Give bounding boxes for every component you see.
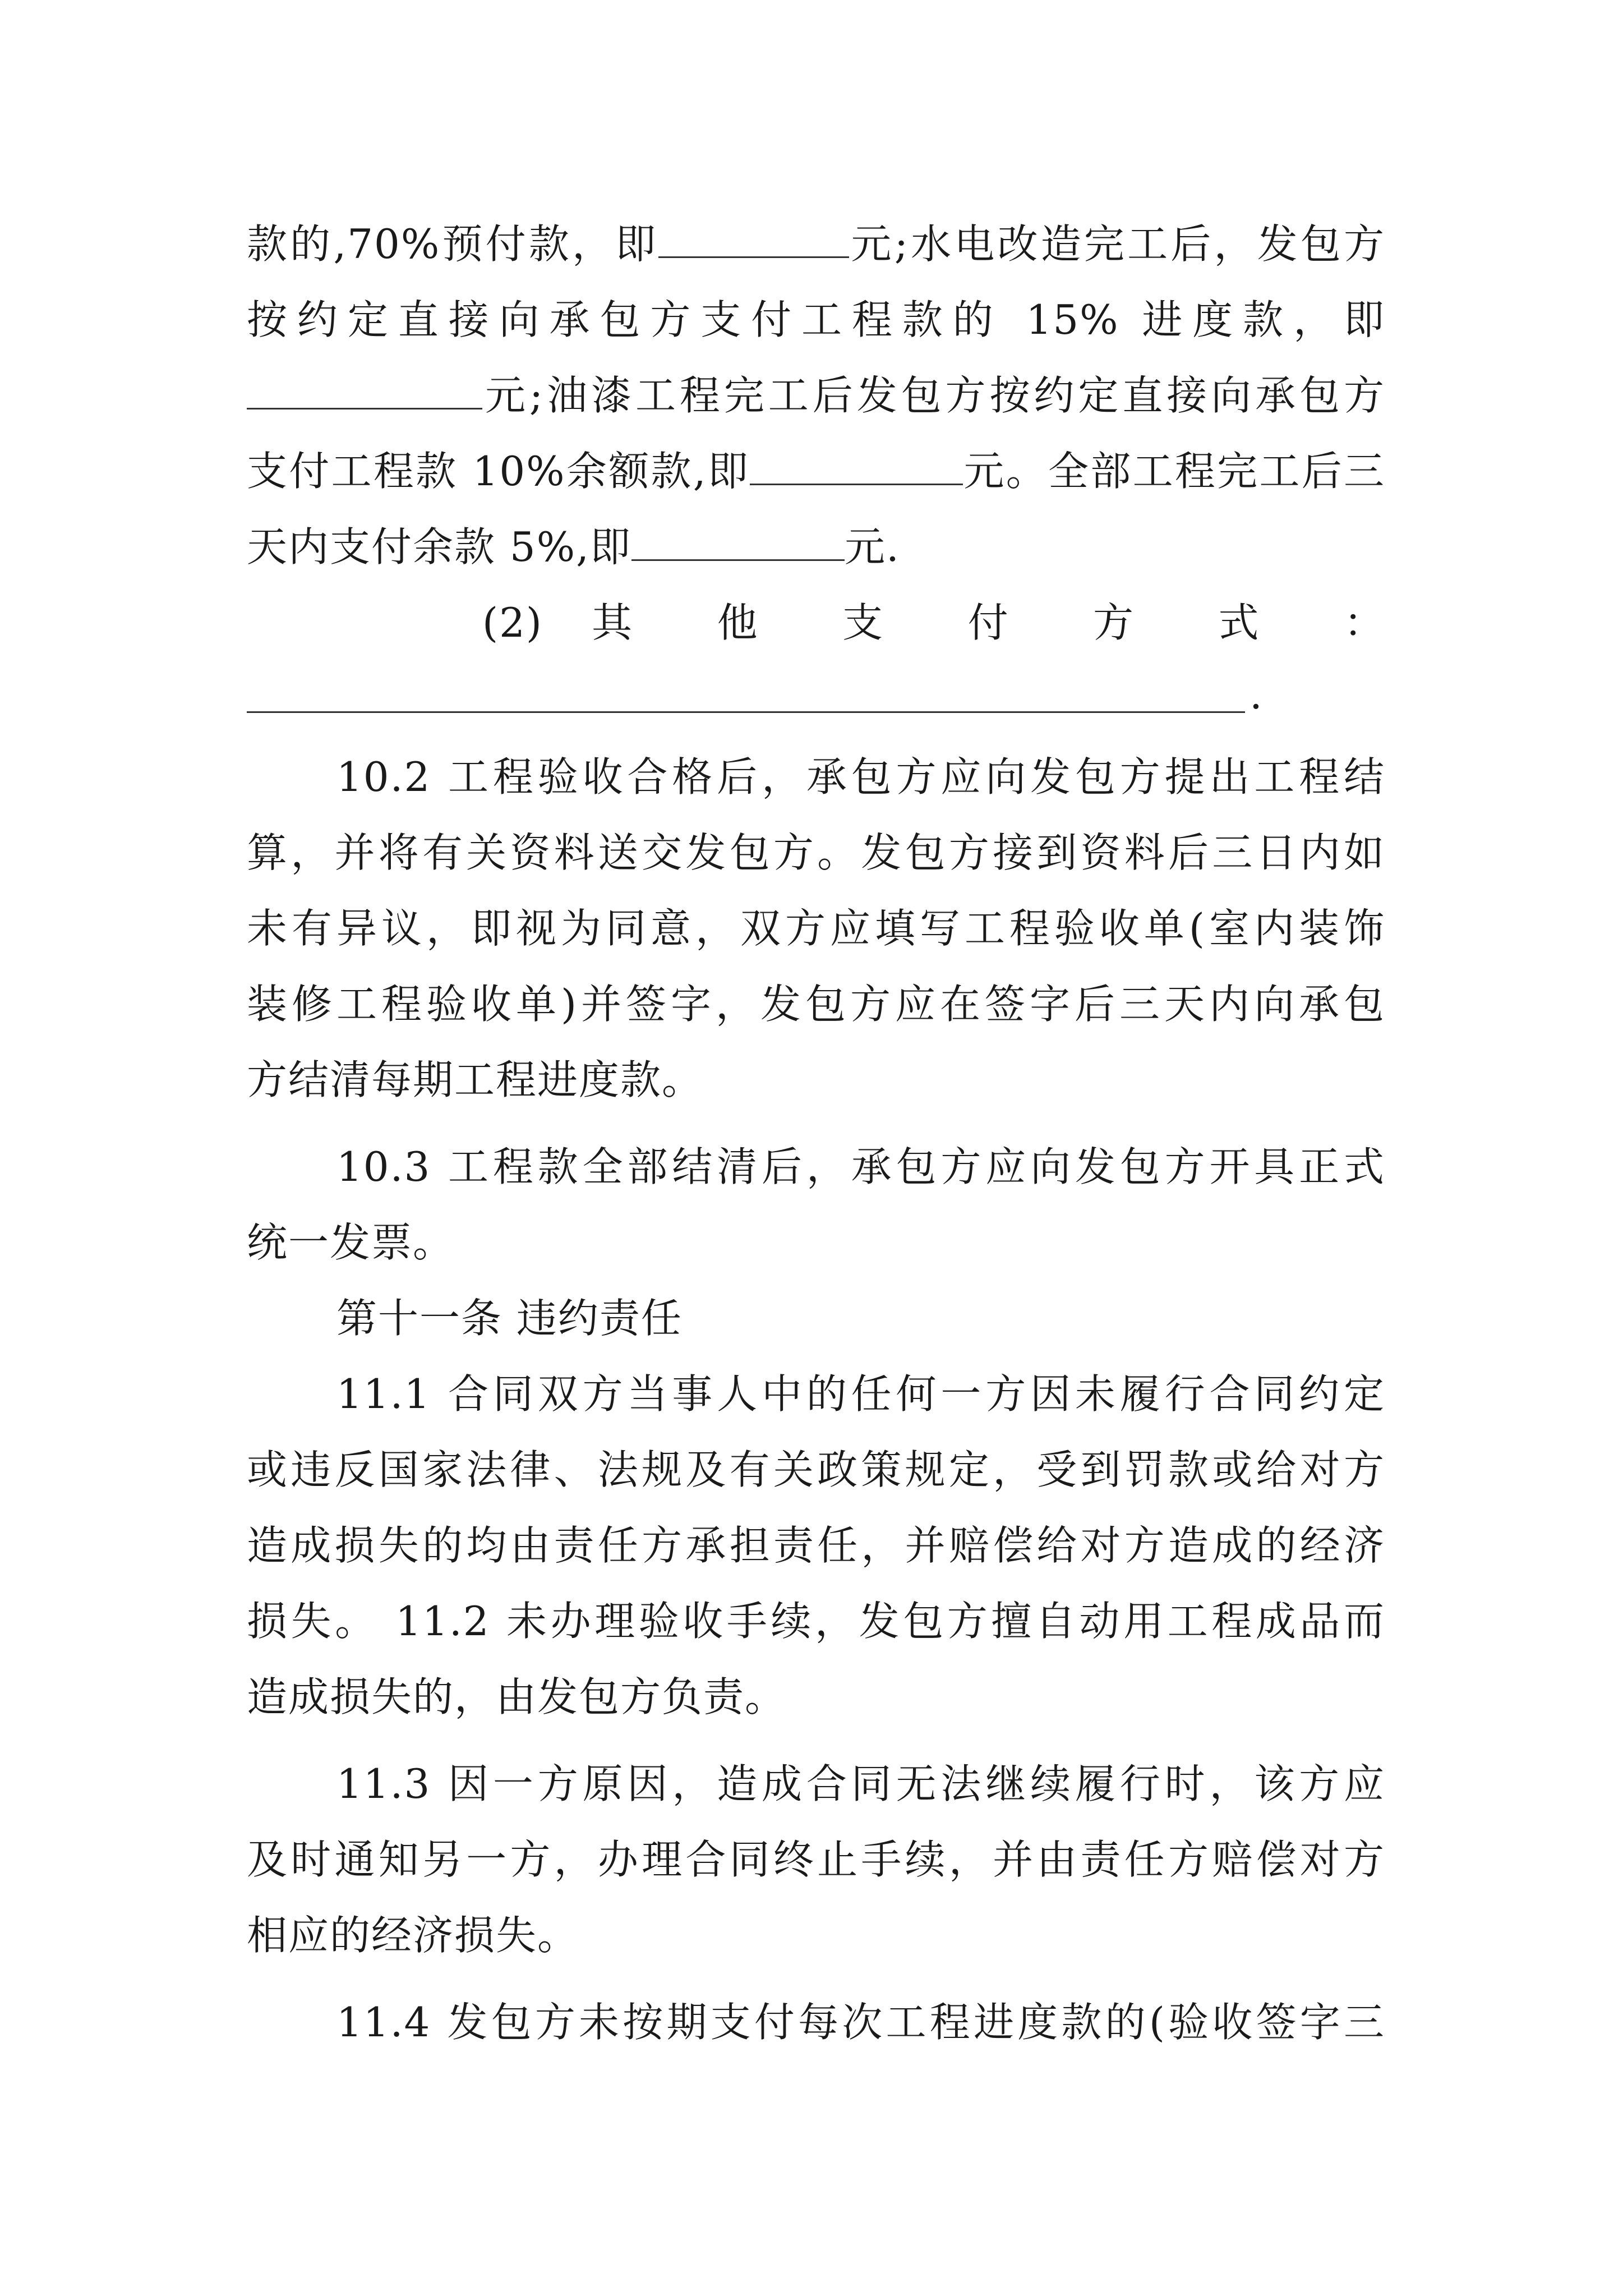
text-segment: 款的,70%预付款，即 (247, 220, 659, 268)
text-segment: 元;水电改造完工后，发包方 (849, 220, 1385, 268)
paragraph-10-2-line: 未有异议，即视为同意，双方应填写工程验收单(室内装饰 (247, 905, 1385, 952)
blank-field[interactable] (750, 449, 963, 485)
text-segment: 元;油漆工程完工后发包方按约定直接向承包方 (482, 372, 1385, 419)
text-line (247, 367, 1385, 424)
paragraph-11-2-line: 造成损失的，由发包方负责。 (247, 1673, 787, 1720)
paragraph-11-1-line: 11.1 合同双方当事人中的任何一方因未履行合同约定 (336, 1370, 1385, 1418)
paragraph-10-2-line: 方结清每期工程进度款。 (247, 1056, 704, 1103)
article-heading: 第十一条 违约责任 (336, 1295, 683, 1342)
text-line (247, 519, 1385, 575)
text-line (247, 216, 1385, 272)
paragraph-11-1-line: 造成损失的均由责任方承担责任，并赔偿给对方造成的经济 (247, 1522, 1385, 1569)
text-line: (2) 其 他 支 付 方 式 ： (482, 599, 1385, 646)
paragraph-10-2-line: 10.2 工程验收合格后，承包方应向发包方提出工程结 (336, 753, 1385, 800)
paragraph-10-3-line: 统一发票。 (247, 1219, 455, 1266)
text-segment: 元。全部工程完工后三 (963, 448, 1385, 495)
paragraph-10-3-line: 10.3 工程款全部结清后，承包方应向发包方开具正式 (336, 1143, 1385, 1190)
period: . (1249, 671, 1262, 718)
paragraph-10-2-line: 装修工程验收单)并签字，发包方应在签字后三天内向承包 (247, 981, 1385, 1028)
paragraph-11-4-line: 11.4 发包方未按期支付每次工程进度款的(验收签字三 (336, 1999, 1385, 2046)
paragraph-11-3-line: 相应的经济损失。 (247, 1912, 579, 1959)
paragraph-11-1-line: 或违反国家法律、法规及有关政策规定，受到罚款或给对方 (247, 1446, 1385, 1493)
text-line (247, 443, 1385, 499)
blank-field[interactable] (247, 373, 482, 409)
text-segment: 元. (845, 523, 900, 570)
paragraph-11-1-line: 损失。 11.2 未办理验收手续，发包方擅自动用工程成品而 (247, 1598, 1385, 1645)
paragraph-10-2-line: 算，并将有关资料送交发包方。发包方接到资料后三日内如 (247, 829, 1385, 876)
text-line: 按约定直接向承包方支付工程款的 15% 进度款，即 (247, 296, 1385, 343)
blank-rule[interactable] (247, 711, 1245, 713)
text-segment: 支付工程款 10%余额款,即 (247, 448, 750, 495)
blank-field[interactable] (631, 524, 845, 561)
paragraph-11-3-line: 及时通知另一方，办理合同终止手续，并由责任方赔偿对方 (247, 1836, 1385, 1883)
text-segment: 天内支付余款 5%,即 (247, 523, 631, 570)
blank-field[interactable] (658, 222, 849, 258)
paragraph-11-3-line: 11.3 因一方原因，造成合同无法继续履行时，该方应 (336, 1760, 1385, 1807)
